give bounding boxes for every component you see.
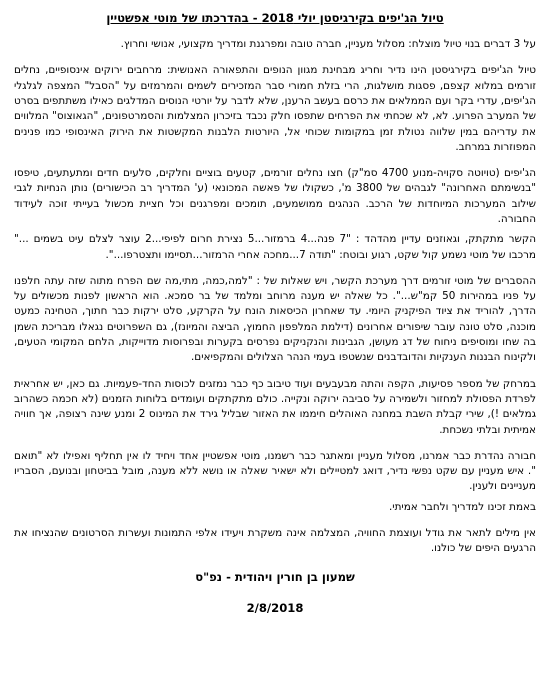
paragraph-radio: הקשר מתקתק, וגאוזנים עדיין מהדהד : "7 פנה...4 ברמזור...5 נצירת חרום לפיפי...2 עוצר לצלם עיט בשמים ..." מרכבו של מוטי נשמע קול שקט, רגוע ובוטח: "תודה 7...מחכה אחרי הרמזור...תסיימו ותצטרפו...".: [14, 233, 536, 261]
document-body: [14, 10, 536, 617]
paragraph-guide: חבורה נהדרת כבר אמרנו, מסלול מעניין ומאתגר כבר רשמנו, מוטי אפשטיין אחד ויחיד לו אין תחליף ואפילו לא "תואם ". איש מעניין עם שקט נפשי נדיר, דואג למטיילים ולא ישאיר שאלה או נושא ללא מענה, מובל בביטחון ובנועם, הסבריו מעניינים ולענין.: [14, 449, 536, 493]
paragraph-explanations: ההסברים של מוטי זורמים דרך מערכת הקשר, ויש שאלות של : "למה,כמה, מתי,מה שם הפרח מתוה שזה עתה חלפנו על פניו במהירות 50 קמ"ש...". כל שאלה יש מענה מרוחב ומלמד של בר סמכא. הוא הראשון לפנות מכשולים על הדרך, להוריד את ציוד הפיקניק היומי. עד שאחרון הכיסאות הונח על הקרקע, סלט ירקות כבר חתוך, הטחינה כמעט מוכנה, סלט טונה עובר שיפורים אחרונים (דילמת המלפפון החמוץ, הביצה והמיונז), גם השפרוטים נגאלו מבריכת השמן בה שחו ומוסיפים ניחוח של דג מעושן, הגבינות והנקניקים נפרסים בקערות ובפרוסות מדוייקות, הלחם המקומי הטעים, ולקינוח הבננות הענקיות והדובדבנים שנשטפו בעמי הנהר הצלולים והמקפיאים.: [14, 274, 536, 364]
paragraph-intro: על 3 דברים בנוי טיול מוצלח: מסלול מעניין, חברה טובה ומפרגנת ומדריך מקצועי, אנושי וחרוץ.: [120, 38, 536, 51]
paragraph-thanks: באמת זכינו למדריך ולחבר אמיתי.: [388, 500, 536, 513]
paragraph-jeeps: הג'יפים (טויוטה סקויה-מנוע 4700 סמ"ק) חצו נחלים זורמים, קטעים בוציים וחלקים, סלעים חדים ומתעתעים, טיפסו "בנשימתם האחרונה" לגבהים של 3800 מ', כשקולו של פאשה המכונאי (ע' המדריך רב הכישורים) נותן הנחיות לגבי שילוב המערכות המיוחדות של הרכב. הנהגים ממושמעים, תומכים ומפרגנים וכל חציית מכשול בעייתי זוכה לעידוד החבורה.: [14, 167, 536, 225]
date: 2/8/2018: [246, 600, 304, 615]
paragraph-landscape: טיול הג'יפים בקירגיסטן הינו נדיר וחריג מבחינת מגוון הנופים והתפאורה האנושית: מרחבים ירוקים אינסופיים, נחלים זורמים במלוא קצפם, פסגות מושלגות, הרי בזלת חמורי סבר המזכירים לשמים והמרמזים על "הסבל" המצפה לגלגלי הג'יפים, עדרי בקר ועם הממלאים את כרסם בעשב הרענן, שלא לדבר על יורטי הנוסים המדלגים כאילו משתתפים בסרט של המערב הפרוע. לא, לא שכחתי את הפרחים שתפסו חלק נכבד בזיכרון המצלמות והסמרטפונים, "הגאוצוס" המלווים את עדריהם במין שלווה נטולת זמן במקומות שכוחי אל, היורטות הלבנות המקשטות את הירוק האינסופי כמו פנינים המפוזרות במרחב.: [14, 64, 536, 153]
paragraph-coffee: במרחק של מספר פסיעות, הקפה והתה מבעבעים ועוד טיבוב כף כבר נמזגים לכוסות החד-פעמיות. גם כאן, יש אחראית לפרדת הפסולת למחזור ולשמירה על סביבה ירוקה ונקייה. כולם מתקתקים ועומדים בלוחות הזמנים (לא חכמה כשהרוב גמלאים !), שירי קבלת השבת במחנה האוהלים חיממו את האזור שבליל גירד את המינוס 2 ומנע שינה רצופה, אך חוויה אמיתית ובלתי נשכחת.: [14, 377, 536, 436]
paragraph-closing: אין מילים לתאר את גודל ועוצמת החוויה, המצלמה אינה משקרת ויעידו אלפי התמונות ועשרות הסרטונים שהנציחו את הרגעים היפים של כולנו.: [14, 527, 536, 555]
signature: שמעון בן חורין ויהודית - נפ"ס: [195, 569, 355, 584]
document-title: טיול הג'יפים בקירגיסטן יולי 2018 - בהדרכתו של מוטי אפשטיין: [106, 11, 444, 25]
